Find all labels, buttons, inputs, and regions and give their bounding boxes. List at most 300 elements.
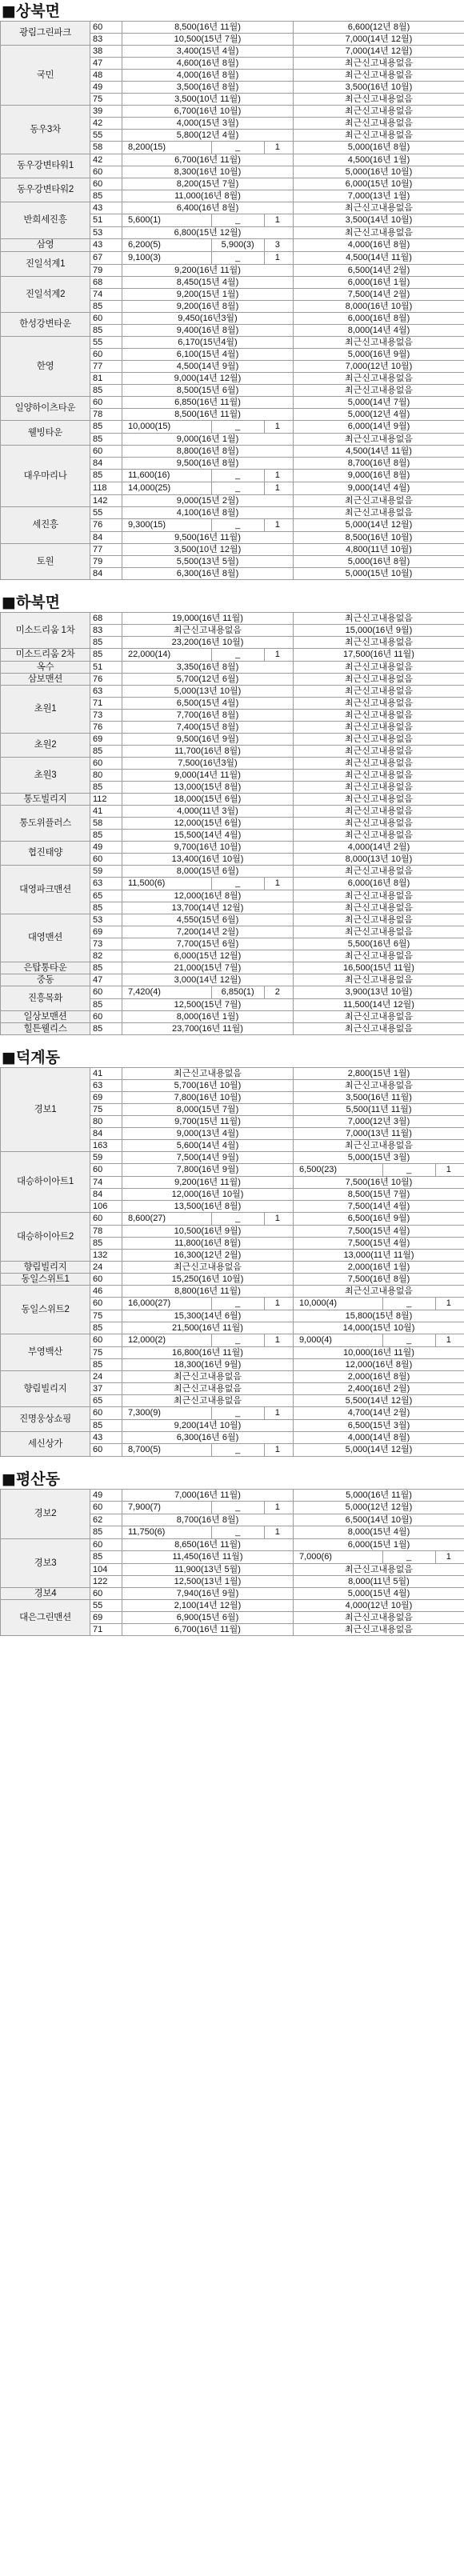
jeonse-price: 최근신고내용없음 [294,637,464,649]
area-sqm: 73 [90,710,122,722]
table-row [1,734,464,746]
area-sqm: 75 [90,1104,122,1116]
sale-price: 5,700(12년 6월) [122,674,294,686]
jeonse-price: 최근신고내용없음 [294,434,464,446]
area-sqm: 163 [90,1140,122,1152]
area-sqm: 65 [90,890,122,902]
jeonse-price: 9,000(14년 4월) [294,482,464,495]
apartment-name: 중동 [1,974,90,986]
area-sqm: 60 [90,758,122,770]
split-count: 1 [274,878,280,888]
sale-price: 9,400(16년 8월) [122,325,294,337]
jeonse-price: 7,500(16년 10월) [294,1177,464,1189]
area-sqm: 85 [90,999,122,1011]
split-amount: 8,600(27) [125,1213,212,1225]
area-sqm: 69 [90,926,122,938]
area-sqm: 68 [90,277,122,289]
jeonse-price: 최근신고내용없음 [294,1140,464,1152]
section-title: ■평산동 [2,1470,61,1488]
jeonse-price: 최근신고내용없음 [294,914,464,926]
split-values [125,986,290,998]
split-values [296,1164,462,1176]
section-gap [0,1457,464,1468]
apartment-name: 진흥목화 [1,986,90,1011]
jeonse-price: 최근신고내용없음 [294,662,464,674]
split-price-cell [122,1407,294,1420]
sale-price: 7,800(16년 9월) [122,1164,294,1177]
apartment-name: 한영 [1,337,90,397]
split-secondary: _ [212,1213,265,1225]
area-sqm: 43 [90,239,122,252]
jeonse-price: 최근신고내용없음 [294,130,464,142]
split-amount: 8,700(5) [125,1444,212,1456]
sale-price: 3,500(16년 8월) [122,82,294,94]
table-row [1,1334,464,1347]
split-price-cell [122,519,294,532]
jeonse-price: 6,000(16년 8월) [294,878,464,890]
jeonse-price: 7,000(14년 12월) [294,34,464,46]
area-sqm: 85 [90,830,122,842]
split-count: 2 [274,987,280,997]
area-sqm: 77 [90,544,122,556]
table-row [1,1490,464,1502]
sale-price: 9,000(15년 2월) [122,495,294,507]
apartment-name: 진일석계1 [1,252,90,277]
area-sqm: 42 [90,118,122,130]
jeonse-price: 최근신고내용없음 [294,698,464,710]
split-secondary: _ [383,1164,436,1176]
split-price-cell [122,878,294,890]
sale-price: 9,700(16년 10월) [122,842,294,854]
area-sqm: 60 [90,1334,122,1347]
split-values [125,470,290,482]
jeonse-price: 최근신고내용없음 [294,710,464,722]
apartment-name: 경보1 [1,1068,90,1152]
jeonse-price: 최근신고내용없음 [294,118,464,130]
sale-price: 최근신고내용없음 [122,1383,294,1395]
area-sqm: 74 [90,289,122,301]
split-count: 1 [274,520,280,530]
area-sqm: 85 [90,1322,122,1334]
jeonse-price: 4,500(14년 11월) [294,252,464,265]
table-row [1,421,464,434]
area-sqm: 49 [90,82,122,94]
split-amount: 9,100(3) [125,252,212,264]
sale-price: 23,200(16년 10월) [122,637,294,649]
jeonse-price: 6,000(15년 10월) [294,178,464,190]
split-price-cell [122,470,294,482]
area-sqm: 85 [90,301,122,313]
area-sqm: 84 [90,1128,122,1140]
table-row [1,613,464,625]
apartment-name: 국민 [1,46,90,106]
split-price-cell [294,1298,464,1310]
sale-price: 3,000(14년 12월) [122,974,294,986]
jeonse-price: 5,000(12년 12월) [294,1502,464,1514]
apartment-name: 삼영 [1,239,90,252]
apartment-name: 대우마리나 [1,446,90,507]
sale-price: 15,500(14년 4월) [122,830,294,842]
table-row [1,239,464,252]
jeonse-price: 2,800(15년 1월) [294,1068,464,1080]
jeonse-price: 최근신고내용없음 [294,385,464,397]
split-price-cell [122,252,294,265]
jeonse-price: 5,000(16년 8월) [294,556,464,568]
sale-price: 최근신고내용없음 [122,1262,294,1274]
sale-price: 최근신고내용없음 [122,1068,294,1080]
area-sqm: 85 [90,782,122,794]
table-row [1,22,464,34]
area-sqm: 69 [90,734,122,746]
area-sqm: 49 [90,842,122,854]
area-sqm: 75 [90,1347,122,1359]
table-row [1,544,464,556]
table-row [1,507,464,519]
split-price-cell [122,1298,294,1310]
jeonse-price: 최근신고내용없음 [294,902,464,914]
split-values [125,214,290,226]
sale-price: 4,000(11년 3월) [122,806,294,818]
sale-price: 9,200(16년 11월) [122,1177,294,1189]
split-amount: 10,000(4) [296,1298,383,1310]
split-count: 1 [274,142,280,152]
sale-price: 7,700(16년 8월) [122,710,294,722]
jeonse-price: 4,000(14년 2월) [294,842,464,854]
area-sqm: 85 [90,1023,122,1035]
sale-price: 9,200(15년 1월) [122,289,294,301]
jeonse-price: 최근신고내용없음 [294,770,464,782]
sale-price: 11,000(16년 8월) [122,190,294,202]
sale-price: 9,200(16년 11월) [122,265,294,277]
jeonse-price: 4,700(14년 2월) [294,1407,464,1420]
area-sqm: 60 [90,1274,122,1286]
sale-price: 7,700(15년 6월) [122,938,294,950]
table-row [1,794,464,806]
sale-price: 3,400(15년 4월) [122,46,294,58]
sale-price: 4,500(14년 9월) [122,361,294,373]
jeonse-price: 2,400(16년 2월) [294,1383,464,1395]
sale-price: 11,900(13년 5월) [122,1564,294,1576]
split-values [125,1502,290,1514]
area-sqm: 60 [90,22,122,34]
table-row [1,806,464,818]
area-sqm: 79 [90,556,122,568]
table-row [1,154,464,166]
jeonse-price: 8,700(16년 8월) [294,458,464,470]
apartment-name: 일양하이츠타운 [1,397,90,421]
jeonse-price: 최근신고내용없음 [294,950,464,962]
sale-price: 6,500(15년 4월) [122,698,294,710]
table-row [1,106,464,118]
area-sqm: 60 [90,349,122,361]
sale-price: 9,000(16년 1월) [122,434,294,446]
jeonse-price: 최근신고내용없음 [294,674,464,686]
sale-price: 9,200(16년 8월) [122,301,294,313]
area-sqm: 60 [90,854,122,866]
table-row [1,686,464,698]
jeonse-price: 5,500(11년 11월) [294,1104,464,1116]
split-secondary: _ [212,421,265,433]
jeonse-price: 최근신고내용없음 [294,94,464,106]
split-secondary: _ [212,214,265,226]
jeonse-price: 12,000(16년 8월) [294,1359,464,1371]
jeonse-price: 최근신고내용없음 [294,1286,464,1298]
area-sqm: 85 [90,1359,122,1371]
sale-price: 12,000(15년 6월) [122,818,294,830]
sale-price: 8,000(15년 6월) [122,866,294,878]
price-table [0,21,464,580]
jeonse-price: 7,000(12년 3월) [294,1116,464,1128]
apartment-name: 향림빌리지 [1,1262,90,1274]
apartment-name: 통도위플러스 [1,806,90,842]
apartment-name: 부영백산 [1,1334,90,1371]
area-sqm: 80 [90,770,122,782]
section-title: ■하북면 [2,594,61,611]
area-sqm: 85 [90,902,122,914]
sale-price: 10,500(16년 9월) [122,1226,294,1238]
jeonse-price: 5,000(14년 12월) [294,1444,464,1457]
jeonse-price: 5,000(16년 8월) [294,142,464,154]
sale-price: 7,940(16년 9월) [122,1588,294,1600]
section-title: ■덕계동 [2,1049,61,1066]
area-sqm: 83 [90,34,122,46]
split-amount: 5,600(1) [125,214,212,226]
area-sqm: 42 [90,154,122,166]
apartment-name: 대승하이아트1 [1,1152,90,1213]
apartment-name: 세진흥 [1,507,90,544]
split-values [125,1213,290,1225]
sale-price: 7,000(16년 11월) [122,1490,294,1502]
sale-price: 15,300(14년 6월) [122,1310,294,1322]
area-sqm: 84 [90,1189,122,1201]
area-sqm: 41 [90,1068,122,1080]
jeonse-price: 7,500(15년 4월) [294,1238,464,1250]
area-sqm: 106 [90,1201,122,1213]
apartment-name: 대승하이아트2 [1,1213,90,1262]
split-secondary: _ [212,470,265,482]
table-row [1,337,464,349]
jeonse-price: 최근신고내용없음 [294,106,464,118]
sale-price: 8,500(16년 11월) [122,22,294,34]
split-amount: 12,000(2) [125,1334,212,1346]
split-count: 1 [446,1335,451,1345]
split-count: 1 [446,1165,451,1174]
jeonse-price: 4,000(12년 10월) [294,1600,464,1612]
split-count: 1 [446,1298,451,1308]
sale-price: 9,500(16년 9월) [122,734,294,746]
split-values [125,649,290,661]
jeonse-price: 4,000(16년 8월) [294,239,464,252]
split-amount: 11,500(6) [125,878,212,890]
sale-price: 18,300(16년 9월) [122,1359,294,1371]
table-row [1,313,464,325]
split-secondary: _ [212,519,265,531]
area-sqm: 60 [90,1011,122,1023]
jeonse-price: 최근신고내용없음 [294,734,464,746]
split-amount: 14,000(25) [125,482,212,494]
area-sqm: 65 [90,1395,122,1407]
split-amount: 7,900(7) [125,1502,212,1514]
split-secondary: _ [212,1298,265,1310]
jeonse-price: 6,000(15년 1월) [294,1539,464,1551]
area-sqm: 122 [90,1576,122,1588]
split-amount: 7,000(6) [296,1551,383,1563]
jeonse-price: 5,500(16년 6월) [294,938,464,950]
sale-price: 8,200(15년 7월) [122,178,294,190]
jeonse-price: 2,000(16년 1월) [294,1262,464,1274]
sale-price: 11,700(16년 8월) [122,746,294,758]
table-row [1,1011,464,1023]
apartment-name: 토원 [1,544,90,580]
jeonse-price: 6,500(14년 10월) [294,1514,464,1526]
table-row [1,1371,464,1383]
split-count: 1 [274,1335,280,1345]
split-values [296,1551,462,1563]
area-sqm: 60 [90,1502,122,1514]
sale-price: 6,700(16년 11월) [122,1624,294,1636]
sale-price: 5,700(16년 10월) [122,1080,294,1092]
jeonse-price: 8,000(16년 10월) [294,301,464,313]
apartment-name: 동우강변타워1 [1,154,90,178]
split-price-cell [294,1164,464,1177]
sale-price: 8,300(16년 10월) [122,166,294,178]
area-sqm: 85 [90,1551,122,1564]
split-secondary: _ [212,1407,265,1419]
apartment-name: 동우3차 [1,106,90,154]
sale-price: 2,100(14년 12월) [122,1600,294,1612]
split-values [125,239,290,251]
area-sqm: 60 [90,1213,122,1226]
split-values [125,1334,290,1346]
area-sqm: 77 [90,361,122,373]
split-secondary: _ [212,1526,265,1538]
price-table [0,612,464,1035]
area-sqm: 85 [90,421,122,434]
sale-price: 11,450(16년 11월) [122,1551,294,1564]
split-amount: 16,000(27) [125,1298,212,1310]
section-gap [0,580,464,591]
area-sqm: 62 [90,1514,122,1526]
split-price-cell [122,482,294,495]
sale-price: 9,000(13년 4월) [122,1128,294,1140]
jeonse-price: 최근신고내용없음 [294,746,464,758]
area-sqm: 142 [90,495,122,507]
sale-price: 4,550(15년 6월) [122,914,294,926]
sale-price: 최근신고내용없음 [122,1395,294,1407]
area-sqm: 84 [90,532,122,544]
split-amount: 10,000(15) [125,421,212,433]
split-values [125,1298,290,1310]
table-row [1,277,464,289]
split-secondary: _ [212,1444,265,1456]
jeonse-price: 최근신고내용없음 [294,70,464,82]
split-secondary: _ [383,1334,436,1346]
sale-price: 16,300(12년 2월) [122,1250,294,1262]
table-row [1,758,464,770]
area-sqm: 59 [90,866,122,878]
sale-price: 6,800(15년 12월) [122,227,294,239]
area-sqm: 55 [90,337,122,349]
jeonse-price: 5,500(14년 12월) [294,1395,464,1407]
jeonse-price: 최근신고내용없음 [294,337,464,349]
jeonse-price: 8,000(13년 10월) [294,854,464,866]
apartment-name: 삼보맨션 [1,674,90,686]
apartment-name: 협진태양 [1,842,90,866]
area-sqm: 82 [90,950,122,962]
jeonse-price: 5,000(14년 7월) [294,397,464,409]
area-sqm: 73 [90,938,122,950]
sale-price: 13,500(16년 8월) [122,1201,294,1213]
area-sqm: 41 [90,806,122,818]
jeonse-price: 11,500(14년 12월) [294,999,464,1011]
sale-price: 9,200(14년 10월) [122,1420,294,1432]
sale-price: 8,000(15년 7월) [122,1104,294,1116]
area-sqm: 78 [90,1226,122,1238]
apartment-name: 동일스위트1 [1,1274,90,1286]
area-sqm: 118 [90,482,122,495]
table-row [1,674,464,686]
split-amount: 11,750(6) [125,1526,212,1538]
sale-price: 13,000(15년 8월) [122,782,294,794]
jeonse-price: 6,500(16년 9월) [294,1213,464,1226]
table-row [1,202,464,214]
table-row [1,1539,464,1551]
table-row [1,446,464,458]
apartment-name: 초원3 [1,758,90,794]
jeonse-price: 8,000(11년 5월) [294,1576,464,1588]
split-values [125,482,290,494]
sale-price: 3,500(10년 12월) [122,544,294,556]
split-price-cell [122,1213,294,1226]
sale-price: 5,500(13년 5월) [122,556,294,568]
apartment-name: 대영파크맨션 [1,866,90,914]
jeonse-price: 6,000(14년 9월) [294,421,464,434]
jeonse-price: 5,000(16년 11월) [294,1490,464,1502]
area-sqm: 71 [90,698,122,710]
apartment-name: 경보2 [1,1490,90,1539]
sale-price: 4,600(16년 8월) [122,58,294,70]
sale-price: 6,900(15년 6월) [122,1612,294,1624]
apartment-name: 대영맨션 [1,914,90,962]
area-sqm: 43 [90,1432,122,1444]
jeonse-price: 최근신고내용없음 [294,58,464,70]
split-price-cell [122,239,294,252]
area-sqm: 60 [90,1444,122,1457]
jeonse-price: 최근신고내용없음 [294,373,464,385]
jeonse-price: 7,000(13년 1월) [294,190,464,202]
split-count: 1 [274,253,280,262]
sale-price: 7,500(16년3월) [122,758,294,770]
apartment-name: 대은그린맨션 [1,1600,90,1636]
sale-price: 6,850(16년 11월) [122,397,294,409]
sale-price: 16,800(16년 11월) [122,1347,294,1359]
area-sqm: 67 [90,252,122,265]
jeonse-price: 14,000(15년 10월) [294,1322,464,1334]
sale-price: 9,000(14년 12월) [122,373,294,385]
area-sqm: 78 [90,409,122,421]
table-row [1,1407,464,1420]
split-values [125,1407,290,1419]
jeonse-price: 5,000(12년 4월) [294,409,464,421]
split-count: 3 [274,240,280,250]
jeonse-price: 4,000(14년 8월) [294,1432,464,1444]
area-sqm: 55 [90,507,122,519]
split-values [296,1334,462,1346]
area-sqm: 60 [90,397,122,409]
sale-price: 9,450(16년3월) [122,313,294,325]
split-secondary: _ [212,1502,265,1514]
sale-price: 8,650(16년 11월) [122,1539,294,1551]
